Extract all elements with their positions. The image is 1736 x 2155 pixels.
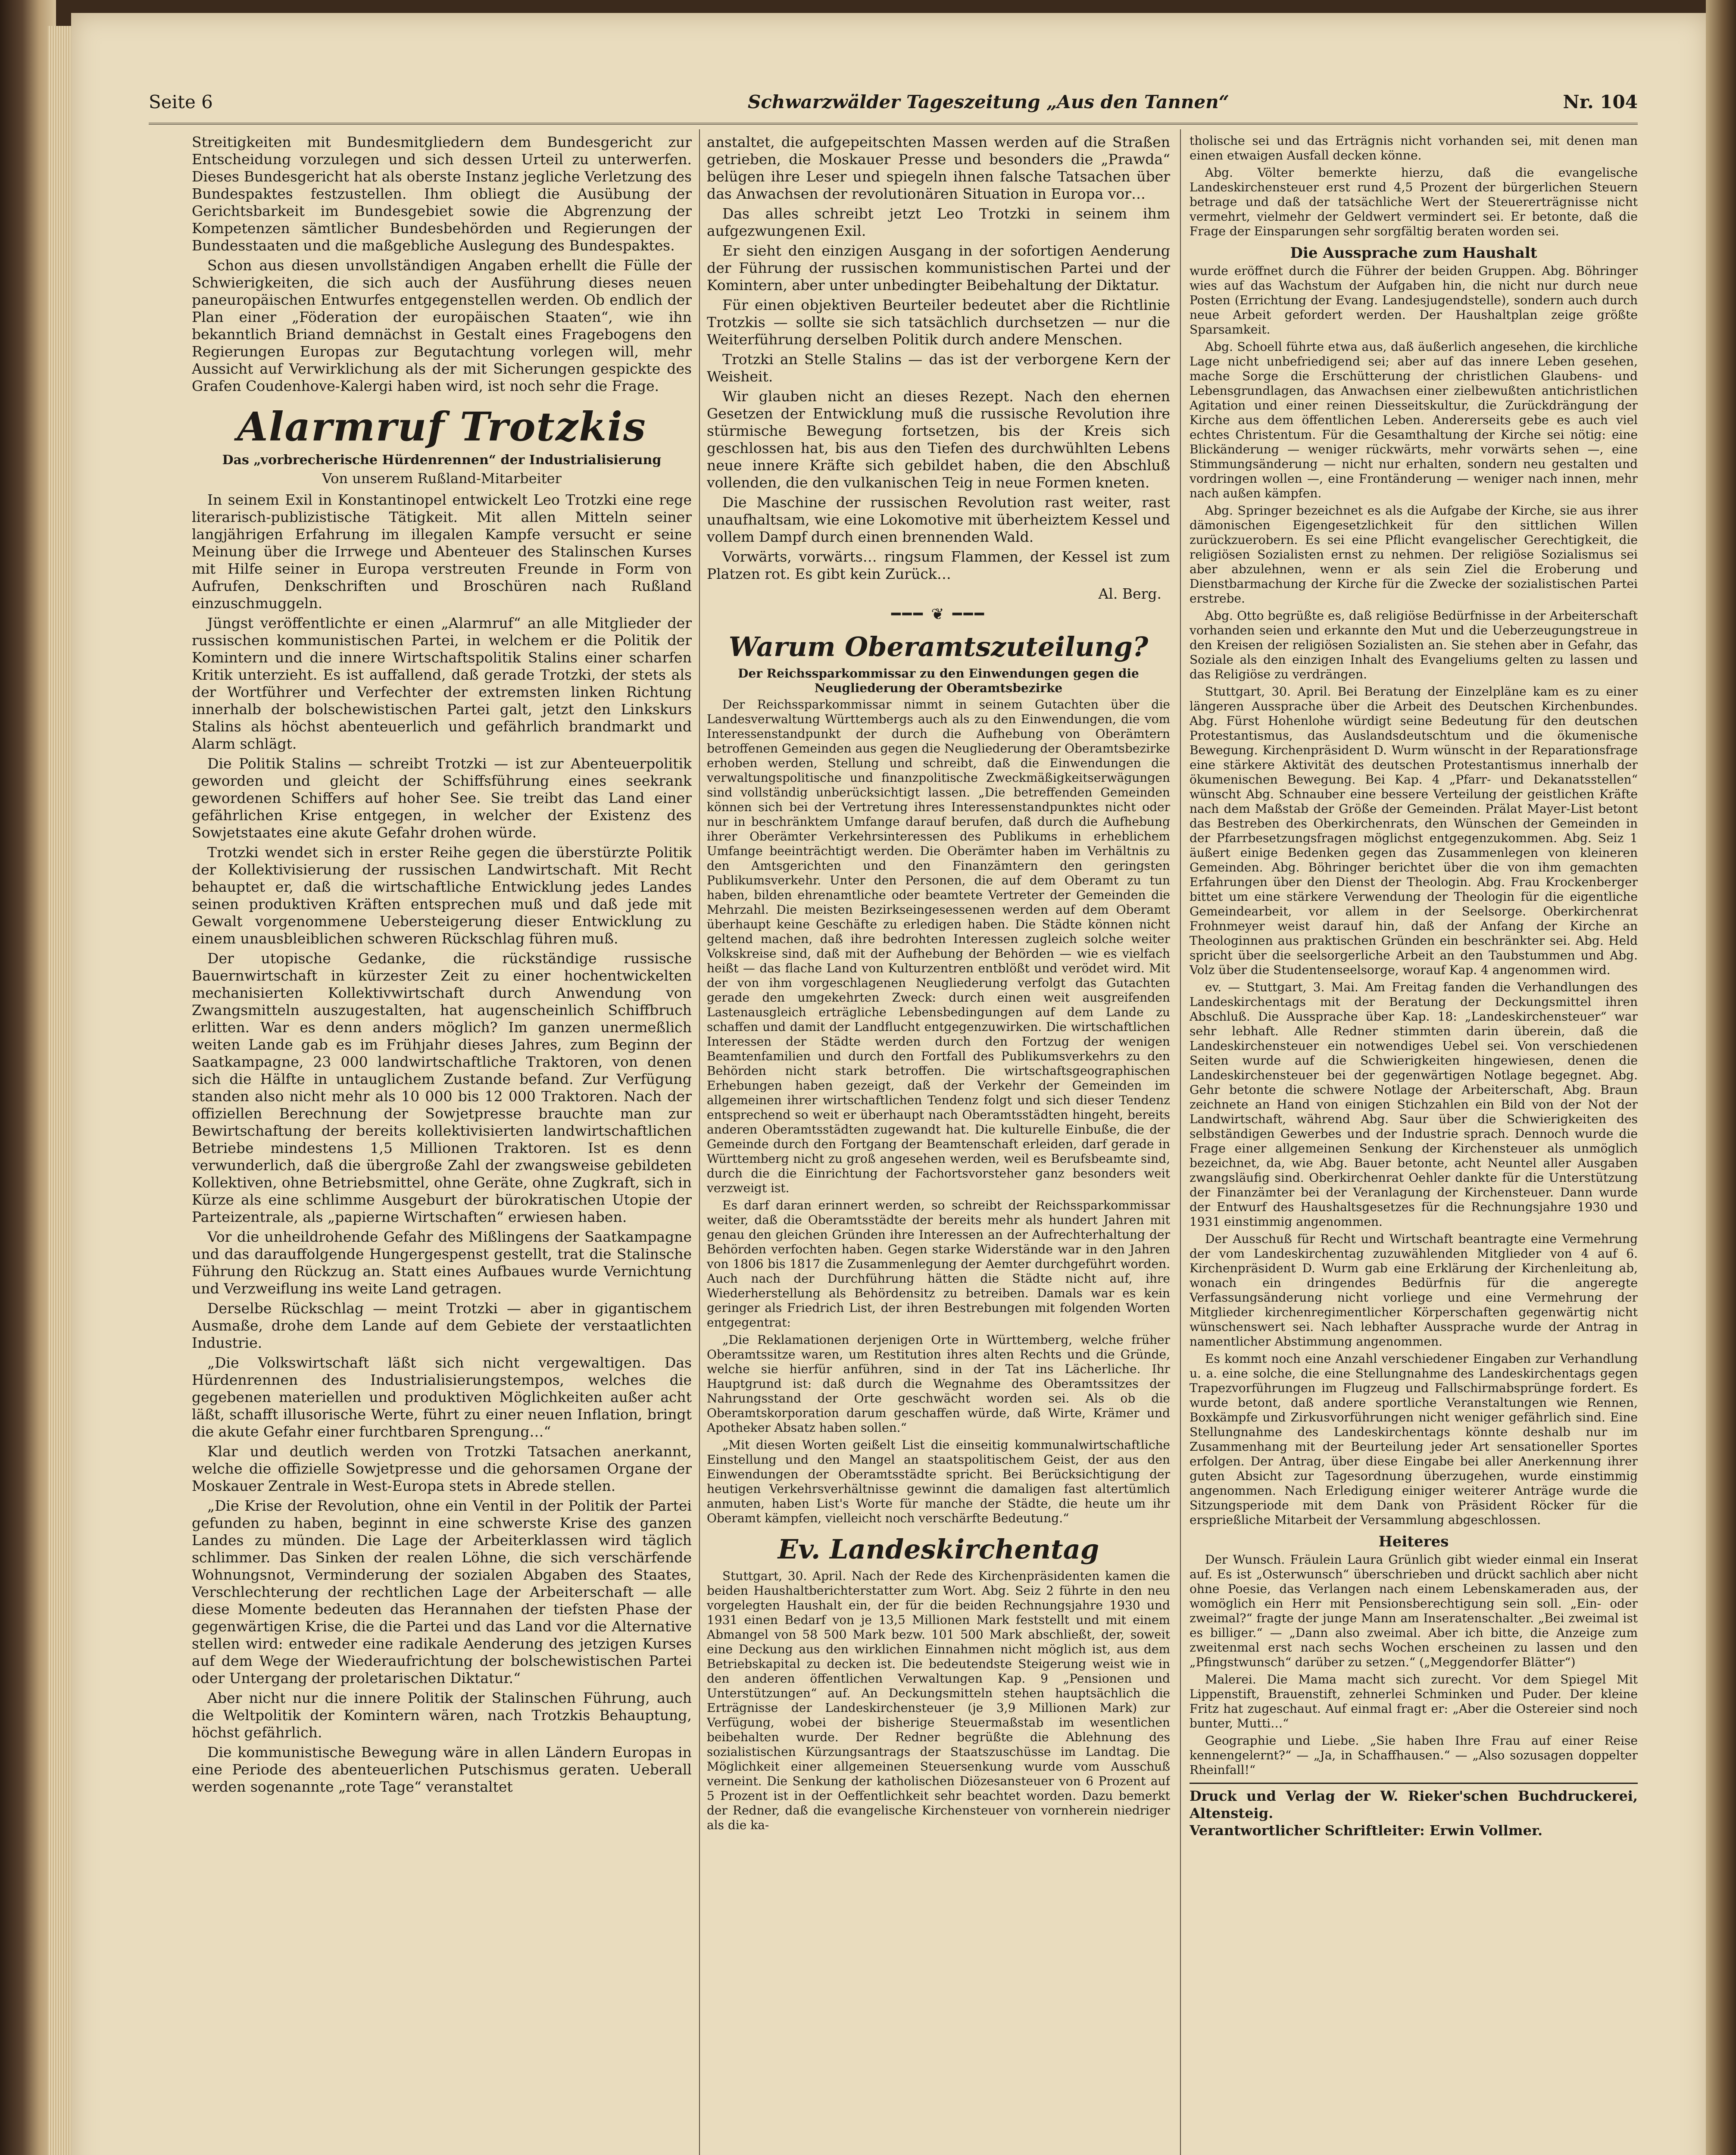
page-number: Seite 6 — [149, 91, 213, 112]
article-paragraph: Vorwärts, vorwärts… ringsum Flammen, der Kessel ist zum Platzen rot. Es gibt kein Zurück… — [707, 548, 1170, 582]
article-paragraph: Abg. Schoell führte etwa aus, daß äußerlich angesehen, die kirchliche Lage nicht unbefriedigend sei; aber auf das innere Leben gesehen, mache Sorge die Erschütterung der christlichen Glaubens- und Lebensgrundlagen, das Anwachsen einer zielbewußten antichristlichen Agitation und einer reinen Diesseitskultur, die Zurückdrängung der Kirche aus dem öffentlichen Leben. Andererseits gebe es auch viel echtes Christentum. Für die Gesamthaltung der Kirche sei nötig: eine Blickänderung — weniger rückwärts, mehr vorwärts sehen —, eine Stimmungsänderung — nicht nur erhalten, sondern neu gestalten und vordringen wollen —, eine Frontänderung — weniger nach innen, mehr nach außen kämpfen. — [1190, 340, 1638, 500]
article-paragraph: anstaltet, die aufgepeitschten Massen werden auf die Straßen getrieben, die Moskauer Presse und besonders die „Prawda“ belügen ihre Leser und spiegeln ihnen falsche Tatsachen über das Anwachsen der revolutionären Situation in Europa vor… — [707, 134, 1170, 202]
article-paragraph: Der Ausschuß für Recht und Wirtschaft beantragte eine Vermehrung der vom Landeskirchentag zuzuwählenden Mitglieder von 4 auf 6. Kirchenpräsident D. Wurm gab eine Erklärung der Kirchenleitung ab, wonach ein dringendes Bedürfnis für die angeregte Verfassungsänderung nicht vorliege und eine Vermehrung der Mitglieder kirchenregimentlicher Körperschaften gegenwärtig nicht wünschenswert sei. Nach lebhafter Aussprache wurde der Antrag in namentlicher Abstimmung angenommen. — [1190, 1232, 1638, 1349]
article-paragraph: Es kommt noch eine Anzahl verschiedener Eingaben zur Verhandlung u. a. eine solche, die eine Stellungnahme des Landeskirchentags gegen Trapezvorführungen im Flugzeug und Fallschirmabsprünge fordert. Es wurde betont, daß andere sportliche Veranstaltungen wie Rennen, Boxkämpfe und Zirkusvorführungen nicht weniger gefährlich sind. Eine Stellungnahme des Landeskirchentags könnte deshalb nur im Zusammenhang mit der Beurteilung jeder Art sensationeller Sportes erfolgen. Der Antrag, über diese Eingabe bei aller Anerkennung ihrer guten Absicht zur Tagesordnung überzugehen, wurde einstimmig angenommen. Nach Erledigung einiger weiterer Anträge wurde die Sitzungsperiode mit dem Dank von Präsident Röcker für die ersprießliche Mitarbeit der Versammlung abgeschlossen. — [1190, 1352, 1638, 1527]
article-paragraph: ev. — Stuttgart, 3. Mai. Am Freitag fanden die Verhandlungen des Landeskirchentags mit der Beratung der Deckungsmittel ihren Abschluß. Die Aussprache über Kap. 18: „Landeskirchensteuer“ war sehr lebhaft. Alle Redner stimmten darin überein, daß die Landeskirchensteuer ein notwendiges Uebel sei. Von verschiedenen Seiten wurde auf die Schwierigkeiten hingewiesen, denen die Landeskirchensteuer bei der gegenwärtigen Notlage begegnet. Abg. Gehr betonte die schwere Notlage der Arbeiterschaft, Abg. Braun zeichnete an Hand von einigen Stichzahlen ein Bild von der Not der Landwirtschaft, während Abg. Saur über die Schwierigkeiten des selbständigen Gewerbes und der Industrie sprach. Dennoch wurde die Frage einer allgemeinen Senkung der Kirchensteuer als unmöglich bezeichnet, da, wie Abg. Bauer betonte, acht Neuntel aller Ausgaben zwangsläufig sind. Oberkirchenrat Oehler dankte für die Unterstützung der Finanzämter bei der Veranlagung der Kirchensteuer. Dann wurde der Entwurf des Haushaltsgesetzes für die Rechnungsjahre 1930 und 1931 einstimmig angenommen. — [1190, 980, 1638, 1229]
imprint-publisher: Druck und Verlag der W. Rieker'schen Buchdruckerei, Altensteig. — [1190, 1788, 1638, 1821]
article-paragraph: wurde eröffnet durch die Führer der beiden Gruppen. Abg. Böhringer wies auf das Wachstum der Aufgaben hin, die nicht nur durch neue Posten (Errichtung der Evang. Landesjugendstelle), sondern auch durch neue Arbeit gefordert werden. Der Haushaltplan zeige größte Sparsamkeit. — [1190, 264, 1638, 337]
article-paragraph: Der Reichssparkommissar nimmt in seinem Gutachten über die Landesverwaltung Württembergs auch als zu den Einwendungen, die vom Interessenstandpunkt der durch die Aufhebung von Oberämtern betroffenen Gemeinden aus gegen die Neugliederung der Oberamtsbezirke erhoben werden, Stellung und schreibt, daß die Einwendungen die verwaltungspolitische und finanzpolitische Zweckmäßigkeitserwägungen sind vollständig unberücksichtigt lassen. „Die betreffenden Gemeinden können sich bei der Vertretung ihres Interessenstandpunktes nicht oder nur in beschränktem Umfange darauf berufen, daß durch die Aufhebung ihrer Oberämter Verkehrsinteressen des Publikums in erheblichem Umfange beeinträchtigt werden. Die Oberämter haben im Verhältnis zu den Amtsgerichten und den Finanzämtern den geringsten Publikumsverkehr. Unter den Personen, die auf dem Oberamt zu tun haben, bilden ehrenamtliche oder beamtete Vertreter der Gemeinden die Mehrzahl. Die meisten Bezirkseingesessenen werden auf dem Oberamt überhaupt keine Geschäfte zu erledigen haben. Die Städte können nicht geltend machen, daß ihre bedrohten Interessen zugleich solche weiter Volkskreise sind, daß mit der Aufhebung der Behörden — wie es vielfach heißt — das flache Land von Kulturzentren entblößt und verödet wird. Mit der von ihm vorgeschlagenen Neugliederung verfolgt das Gutachten gerade den umgekehrten Zweck: durch einen weit ausgreifenden Lastenausgleich erträgliche Lebensbedingungen auf dem Lande zu schaffen und damit der Landflucht entgegenzuwirken. Die wirtschaftlichen Interessen der Städte werden durch den Fortzug der wenigen Beamtenfamilien und durch den Fortfall des Publikumsverkehrs zu den Behörden nicht stark betroffen. Die wirtschaftsgeographischen Erhebungen haben gezeigt, daß der Verkehr der Gemeinden im allgemeinen ihrer wirtschaftlichen Tendenz folgt und sich dieser Tendenz entsprechend so weit er überhaupt nach Oberamtsstädten hingeht, bereits anderen Oberamtsstädten zugewandt hat. Die kulturelle Einbuße, die der Gemeinde durch den Fortgang der Beamtenschaft erleiden, darf gerade in Württemberg nicht zu groß angesehen werden, weil es Berufsbeamte sind, durch die die Einrichtung der Fachortsvorsteher ganz besonders weit verzweigt ist. — [707, 697, 1170, 1195]
humor-paragraph: Geographie und Liebe. „Sie haben Ihre Frau auf einer Reise kennengelernt?“ — „Ja, in Schaffhausen.“ — „Also sozusagen doppelter Rheinfall!“ — [1190, 1733, 1638, 1777]
article-paragraph: Abg. Völter bemerkte hierzu, daß die evangelische Landeskirchensteuer erst rund 4,5 Prozent der bürgerlichen Steuern betrage und daß der tatsächliche Wert der Steuererträgnisse nicht vermehrt, vielmehr der Geldwert vermindert sei. Er betonte, daß die Frage der Einsparungen sehr sorgfältig beraten worden sei. — [1190, 166, 1638, 238]
article-paragraph: Stuttgart, 30. April. Nach der Rede des Kirchenpräsidenten kamen die beiden Haushaltberichterstatter zum Wort. Abg. Seiz 2 führte in den neu vorgelegten Haushalt ein, der für die beiden Rechnungsjahre 1930 und 1931 einen Bedarf von je 13,5 Millionen Mark feststellt und mit einem Abmangel von 58 500 Mark bezw. 101 500 Mark abschließt, der, soweit eine Deckung aus den wirklichen Einnahmen nicht möglich ist, aus dem Betriebskapital zu decken ist. Die bedeutendste Steigerung weist wie in den anderen öffentlichen Verwaltungen Kap. 9 „Pensionen und Unterstützungen“ auf. An Deckungsmitteln stehen hauptsächlich die Erträgnisse der Landeskirchensteuer (je 3,9 Millionen Mark) zur Verfügung, wobei der bisherige Steuermaßstab im wesentlichen beibehalten wurde. Der Redner begrüßte die Ablehnung des sozialistischen Kürzungsantrags der Staatszuschüsse im Landtag. Die Möglichkeit einer allgemeinen Steuersenkung wurde vom Ausschuß verneint. Die Senkung der katholischen Diözesansteuer von 6 Prozent auf 5 Prozent ist in der Oeffentlichkeit sehr beachtet worden. Dazu bemerkt der Redner, daß die evangelische Kirchensteuer von vornherein niedriger als die ka- — [707, 1569, 1170, 1832]
article-paragraph: Er sieht den einzigen Ausgang in der sofortigen Aenderung der Führung der russischen kommunistischen Partei und der Komintern, aber unter unbedingter Beibehaltung der Diktatur. — [707, 242, 1170, 294]
imprint-editor: Verantwortlicher Schriftleiter: Erwin Vollmer. — [1190, 1822, 1543, 1839]
article-paragraph: „Die Krise der Revolution, ohne ein Ventil in der Politik der Partei gefunden zu haben, beginnt in eine schwerste Krise des ganzen Landes zu münden. Die Lage der Arbeiterklassen wird täglich schlimmer. Das Sinken der realen Löhne, die sich verschärfende Wohnungsnot, Verminderung der sozialen Abgaben des Staates, Verschlechterung der rechtlichen Lage der Arbeiterschaft — alle diese Momente bedeuten das Herannahen der tiefsten Phase der gegenwärtigen Krise, die die Partei und das Land vor die Alternative stellen wird: entweder eine radikale Aenderung des jetzigen Kurses auf dem Wege der Wiederaufrichtung der bolschewistischen Partei oder Untergang der proletarischen Diktatur.“ — [192, 1497, 692, 1687]
article-paragraph: tholische sei und das Erträgnis nicht vorhanden sei, mit denen man einen etwaigen Ausfall decken könne. — [1190, 134, 1638, 162]
article-signature: Al. Berg. — [1098, 585, 1161, 602]
article-paragraph: „Mit diesen Worten geißelt List die einseitig kommunalwirtschaftliche Einstellung und den Mangel an staatspolitischem Geist, der aus den Einwendungen der Oberamtsstädte spricht. Bei Berücksichtigung der heutigen Verkehrsverhältnisse gewinnt die damaligen fast altertümlich anmuten, haben List's Worte für manche der Städte, die heute um ihr Oberamt kämpfen, vielleicht noch verschärfte Bedeutung.“ — [707, 1438, 1170, 1525]
header-rule — [149, 123, 1638, 125]
article-paragraph: Trotzki wendet sich in erster Reihe gegen die überstürzte Politik der Kollektivisierung der russischen Landwirtschaft. Mit Recht behauptet er, daß die wirtschaftliche Entwicklung jedes Landes seinen produktiven Kräften entsprechen muß und daß jede mit Gewalt vorgenommene Uebersteigerung dieser Entwicklung zu einem unausbleiblichen schweren Rückschlag führen muß. — [192, 844, 692, 947]
article-text: Streitigkeiten mit Bundesmitgliedern dem Bundesgericht zur Entscheidung vorzulegen und sich dessen Urteil zu unterwerfen. Dieses Bundesgericht hat als oberste Instanz jegliche Verletzung des Bundespaktes festzustellen. Ihm obliegt die Ausübung der Gerichtsbarkeit im Bundesgebiet sowie die Abgrenzung der Kompetenzen sämtlicher Bundesbehörden und Regierungen der Bundesstaaten und die maßgebliche Auslegung des Bundespaktes. — [192, 134, 692, 254]
running-header — [149, 91, 1638, 117]
article-paragraph: „Die Volkswirtschaft läßt sich nicht vergewaltigen. Das Hürdenrennen des Industrialisierungstempos, welches die gegebenen materiellen und produktiven Möglichkeiten außer acht läßt, schafft illusorische Werte, führt zu einer neuen Inflation, bringt die akute Gefahr einer furchtbaren Sprengung…“ — [192, 1354, 692, 1440]
article-paragraph: Klar und deutlich werden von Trotzki Tatsachen anerkannt, welche die offizielle Sowjetpresse und die gehorsamen Organe der Moskauer Zentrale in West-Europa stets in Abrede stellen. — [192, 1443, 692, 1494]
article-paragraph: Die Politik Stalins — schreibt Trotzki — ist zur Abenteuerpolitik geworden und gleicht der Schiffsführung eines seekrank gewordenen Schiffers auf hoher See. Sie treibt das Land einer gefährlichen Krise entgegen, in welcher der Existenz des Sowjetstaates eine akute Gefahr drohen würde. — [192, 755, 692, 841]
column-divider — [1180, 129, 1181, 2155]
humor-paragraph: Malerei. Die Mama macht sich zurecht. Vor dem Spiegel Mit Lippenstift, Brauenstift, zehnerlei Schminken und Puder. Der kleine Fritz hat zugeschaut. Auf einmal fragt er: „Aber die Ostereier sind noch bunter, Mutti…“ — [1190, 1672, 1638, 1730]
article-paragraph: Die kommunistische Bewegung wäre in allen Ländern Europas in eine Periode des abenteuerlichen Putschismus geraten. Ueberall werden sogenannte „rote Tage“ veranstaltet — [192, 1744, 692, 1795]
article-subtitle: Der Reichssparkommissar zu den Einwendungen gegen die Neugliederung der Oberamtsbezirke — [738, 666, 1139, 695]
section-heading: Die Aussprache zum Haushalt — [1290, 244, 1537, 262]
article-paragraph: Trotzki an Stelle Stalins — das ist der verborgene Kern der Weisheit. — [707, 351, 1170, 385]
headline-oberamt: Warum Oberamtszuteilung? — [728, 631, 1149, 662]
section-ornament: ━━━ ❦ ━━━ — [891, 606, 986, 623]
article-paragraph: Stuttgart, 30. April. Bei Beratung der Einzelpläne kam es zu einer längeren Aussprache über die Arbeit des Deutschen Kirchenbundes. Abg. Fürst Hohenlohe würdigt seine Bedeutung für den deutschen Protestantismus, das Auslandsdeutschtum und die ökumenische Bewegung. Kirchenpräsident D. Wurm wünscht in der Reparationsfrage eine stärkere Aktivität des deutschen Protestantismus innerhalb der ökumenischen Bewegung. Bei Kap. 4 „Pfarr- und Dekanatsstellen“ wünscht Abg. Schnauber eine bessere Verteilung der geistlichen Kräfte nach dem Maßstab der Größe der Gemeinden. Prälat Mayer-List betont das Bestreben des Oberkirchenrats, den Wünschen der Gemeinden in der Pfarrbesetzungsfragen möglichst entgegenzukommen. Abg. Seiz 1 äußert einige Bedenken gegen das Zusammenlegen von kleineren Gemeinden. Abg. Böhringer berichtet über die von ihm gemachten Erfahrungen über den Dienst der Theologin. Abg. Frau Krockenberger bittet um eine stärkere Verwendung der Theologin für die eigentliche Gemeindearbeit, vor allem in der Seelsorge. Oberkirchenrat Frohnmeyer weist darauf hin, daß der Anfang der Kirche an Theologinnen aus praktischen Gründen ein beschränkter sei. Abg. Held spricht über die seelsorgerliche Arbeit an den Taubstummen und Abg. Volz über die Studentenseelsorge, worauf Kap. 4 angenommen wird. — [1190, 684, 1638, 977]
page-stack-edge — [47, 26, 73, 2155]
right-page-edge — [1706, 0, 1736, 2155]
issue-number: Nr. 104 — [1563, 91, 1638, 112]
article-paragraph: Das alles schreibt jetzt Leo Trotzki in seinem ihm aufgezwungenen Exil. — [707, 205, 1170, 239]
article-paragraph: Abg. Otto begrüßte es, daß religiöse Bedürfnisse in der Arbeiterschaft vorhanden seien und erkannte den Mut und die Ueberzeugungstreue in den Kreisen der religiösen Sozialisten an. Sie stehen aber in Gefahr, das Soziale als den einzigen Inhalt des Evangeliums gelten zu lassen und das Religiöse zu verdrängen. — [1190, 609, 1638, 681]
article-paragraph: „Die Reklamationen derjenigen Orte in Württemberg, welche früher Oberamtssitze waren, um Restitution ihres alten Rechts und die Gründe, welche sie hierfür anführen, sind in der Tat ins Lächerliche. Ihr Hauptgrund ist: daß durch die Wegnahme des Oberamtssitzes der Nahrungsstand der Orte geschwächt worden sei. Als ob die Oberamtskorporation darum geschaffen würde, daß Wirte, Krämer und Apotheker Absatz haben sollen.“ — [707, 1333, 1170, 1435]
column-2 — [707, 134, 1170, 2155]
article-paragraph: Die Maschine der russischen Revolution rast weiter, rast unaufhaltsam, wie eine Lokomotive mit überheiztem Kessel und vollem Dampf durch einen brennenden Wald. — [707, 494, 1170, 545]
column-1 — [192, 134, 692, 2155]
article-paragraph: Wir glauben nicht an dieses Rezept. Nach den ehernen Gesetzen der Entwicklung muß die russische Revolution ihre stürmische Bewegung fortsetzen, bis der Kreis sich geschlossen hat, bis aus den Tiefen des durchwühlten Lebens neue innere Kräfte sich gebildet haben, die den Abschluß vollenden, die den vulkanischen Teig in neue Formen kneten. — [707, 388, 1170, 491]
article-paragraph: Es darf daran erinnert werden, so schreibt der Reichssparkommissar weiter, daß die Oberamtsstädte der bereits mehr als hundert Jahren mit genau den gleichen Gründen ihre Interessen an der Aufrechterhaltung der Behörden verfochten haben. Gegen starke Widerstände war in den Jahren von 1806 bis 1817 die Zusammenlegung der Aemter durchgeführt worden. Auch nach der Durchführung hätten die Städte nicht auf, ihre Wiederherstellung als Behördensitz zu betreiben. Damals war es kein geringer als Friedrich List, der ihren Bestrebungen mit folgenden Worten entgegentrat: — [707, 1198, 1170, 1330]
article-subtitle: Das „vorbrecherische Hürdenrennen“ der Industrialisierung — [222, 453, 662, 468]
article-paragraph: Derselbe Rückschlag — meint Trotzki — aber in gigantischem Ausmaße, drohe dem Lande auf dem Gebiete der verstaatlichten Industrie. — [192, 1300, 692, 1351]
article-paragraph: Abg. Springer bezeichnet es als die Aufgabe der Kirche, sie aus ihrer dämonischen Eigengesetzlichkeit für den sittlichen Willen zurückzuerobern. Es sei eine Pflicht evangelischer Gerechtigkeit, die religiösen Sozialisten ernst zu nehmen. Der religiöse Sozialismus sei aber abzulehnen, wenn er als sein Ziel die Eroberung und Dienstbarmachung der Kirche für die Zwecke der sozialistischen Partei erstrebe. — [1190, 503, 1638, 606]
article-paragraph: Für einen objektiven Beurteiler bedeutet aber die Richtlinie Trotzkis — sollte sie sich tatsächlich durchsetzen — nur die Weiterführung derselben Politik durch andere Menschen. — [707, 297, 1170, 348]
imprint — [1190, 1783, 1638, 1839]
article-paragraph: Jüngst veröffentlichte er einen „Alarmruf“ an alle Mitglieder der russischen kommunistischen Partei, in welchem er die Politik der Komintern und die innere Wirtschaftspolitik Stalins einer scharfen Kritik unterzieht. Es ist auffallend, daß gerade Trotzki, der stets als der Wortführer und Verfechter der extremsten linken Richtung innerhalb der bolschewistischen Partei galt, jetzt den Linkskurs Stalins als höchst abenteuerlich und gefährlich brandmarkt und Alarm schlägt. — [192, 615, 692, 752]
article-byline: Von unserem Rußland-Mitarbeiter — [322, 470, 562, 487]
headline-alarmruf: Alarmruf Trotzkis — [237, 403, 646, 450]
headline-landeskirchentag: Ev. Landeskirchentag — [777, 1533, 1099, 1565]
section-heading-heiteres: Heiteres — [1378, 1533, 1449, 1550]
article-paragraph: In seinem Exil in Konstantinopel entwickelt Leo Trotzki eine rege literarisch-publizistische Tätigkeit. Mit allen Mitteln seiner langjährigen Erfahrung im illegalen Kampfe versucht er seine Meinung über die Irrwege und Abenteuer des Stalinschen Kurses mit Hilfe seiner in Europa verstreuten Freunde in Form von Aufrufen, Denkschriften und Broschüren nach Rußland einzuschmuggeln. — [192, 491, 692, 612]
column-3 — [1190, 134, 1638, 2155]
article-paragraph: Vor die unheildrohende Gefahr des Mißlingens der Saatkampagne und das darauffolgende Hungergespenst gestellt, trat die Stalinsche Führung den Rückzug an. Statt eines Aufbaues wurde Vernichtung und Verzweiflung ins weite Land getragen. — [192, 1228, 692, 1297]
article-paragraph: Aber nicht nur die innere Politik der Stalinschen Führung, auch die Weltpolitik der Komintern wären, nach Trotzkis Behauptung, höchst gefährlich. — [192, 1690, 692, 1741]
article-text: Schon aus diesen unvollständigen Angaben erhellt die Fülle der Schwierigkeiten, die sich auch der Ausführung dieses neuen paneuropäischen Entwurfes entgegenstellen werden. Ob endlich der Plan einer „Föderation der europäischen Staaten“, wie ihn bekanntlich Briand demnächst in Gestalt eines Fragebogens den Regierungen Europas zur Begutachtung vorlegen will, mehr Aussicht auf Verwirklichung als der mit Sicherungen gespickte des Grafen Coudenhove-Kalergi haben wird, ist noch sehr die Frage. — [192, 257, 692, 394]
article-paragraph: Der utopische Gedanke, die rückständige russische Bauernwirtschaft in kürzester Zeit zu einer hochentwickelten mechanisierten Kollektivwirtschaft durch Anwendung von Zwangsmitteln auszugestalten, hat augenscheinlich Schiffbruch erlitten. War es denn anders möglich? Im ganzen unermeßlich weiten Lande gab es im Frühjahr dieses Jahres, zum Beginn der Saatkampagne, 23 000 landwirtschaftliche Traktoren, von denen sich die Hälfte in untauglichem Zustande befand. Zur Verfügung standen also nicht mehr als 10 000 bis 12 000 Traktoren. Nach der offiziellen Berechnung der Sowjetpresse brauchte man zur Bewirtschaftung der bereits kollektivisierten landwirtschaftlichen Betriebe mindestens 1,5 Millionen Traktoren. Ist es denn verwunderlich, daß die übergroße Zahl der zwangsweise gebildeten Kollektiven, ohne Betriebsmittel, ohne Geräte, ohne Zugkraft, sich in Kürze als eine schlimme Ausgeburt der bürokratischen Utopie der Parteizentrale, als „papierne Wirtschaften“ erwiesen haben. — [192, 950, 692, 1225]
humor-paragraph: Der Wunsch. Fräulein Laura Grünlich gibt wieder einmal ein Inserat auf. Es ist „Osterwunsch“ überschrieben und drückt sachlich aber nicht ohne Poesie, das Verlangen nach einem Lebenskameraden aus, der womöglich ein Herr mit Pensionsberechtigung sein soll. „Ein- oder zweimal?“ fragte der junge Mann am Inseratenschalter. „Bei zweimal ist es billiger.“ — „Dann also zweimal. Aber ich bitte, die Anzeige zum zweitenmal erst nach sechs Wochen erscheinen zu lassen und den „Pfingstwunsch“ darüber zu setzen.“ („Meggendorfer Blätter“) — [1190, 1552, 1638, 1669]
column-divider — [699, 129, 700, 2155]
newspaper-title: Schwarzwälder Tageszeitung „Aus den Tannen“ — [748, 91, 1229, 112]
